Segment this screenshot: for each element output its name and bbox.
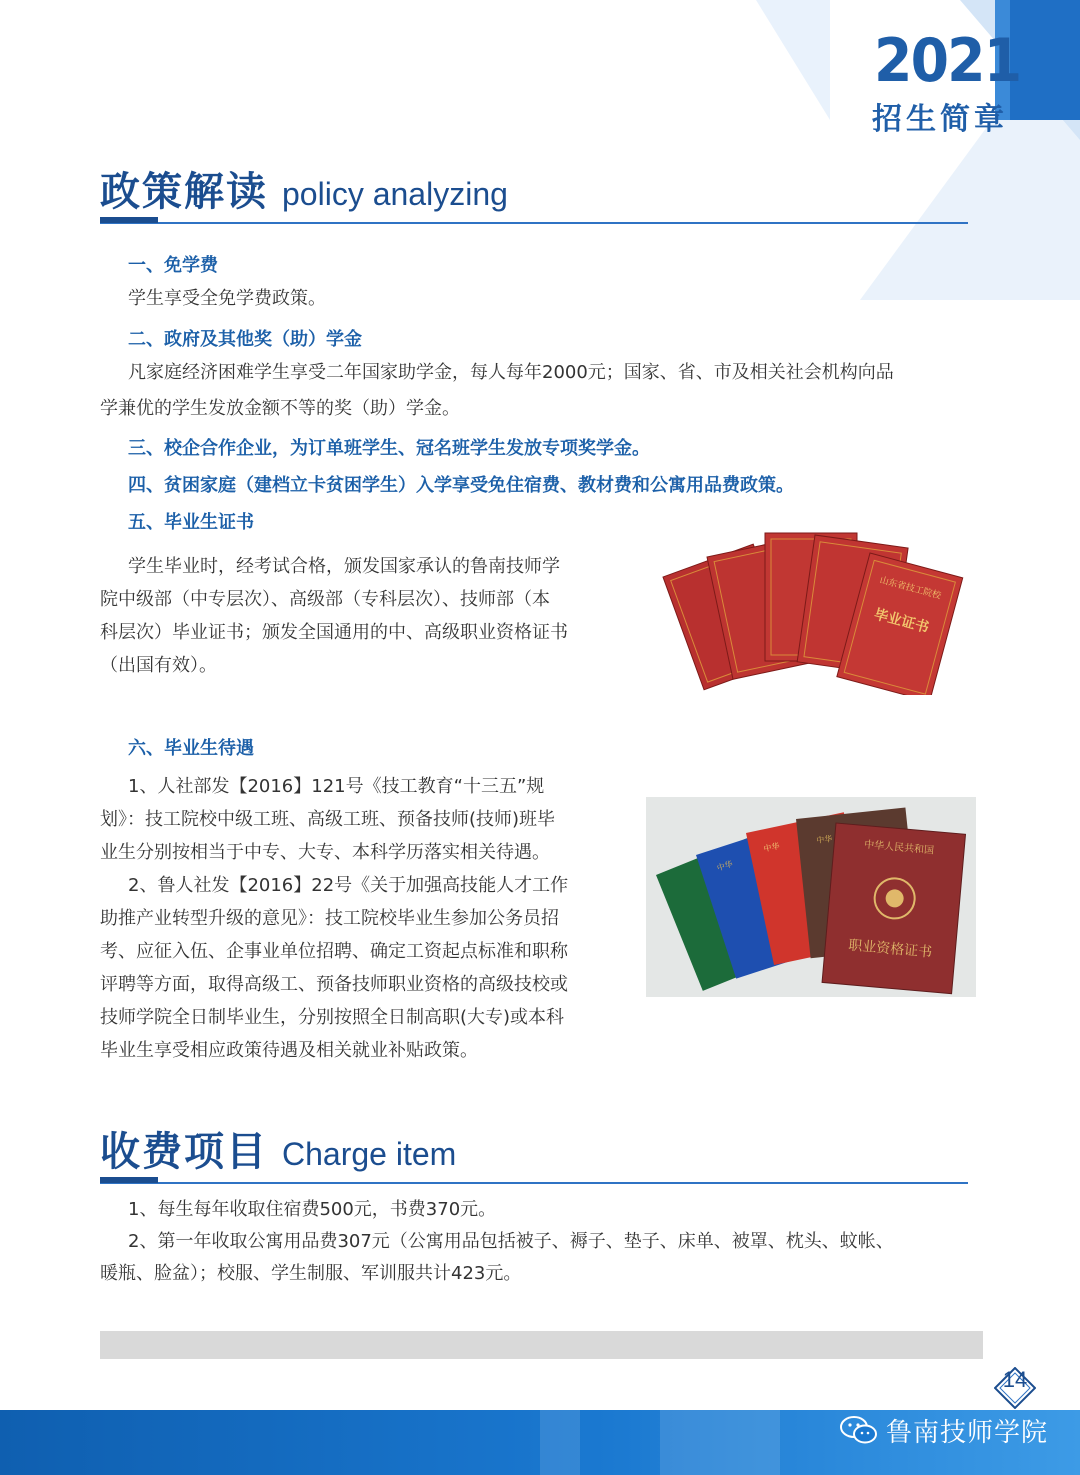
text-line: 划》：技工院校中级工班、高级工班、预备技师(技师)班毕 <box>100 809 556 830</box>
brand-arrow-icon <box>846 96 868 132</box>
policy-section-heading <box>100 160 508 217</box>
charge-line-1: 1、每生每年收取住宿费500元，书费370元。 <box>128 1199 497 1220</box>
text-line: 毕业生享受相应政策待遇及相关就业补贴政策。 <box>100 1040 478 1061</box>
charge-title-en: Charge item <box>282 1136 457 1172</box>
footer-stripe <box>540 1410 580 1475</box>
text-line: 院中级部（中专层次）、高级部（专科层次）、技师部（本 <box>100 589 550 610</box>
heading-poor-family: 四、贫困家庭（建档立卡贫困学生）入学享受免住宿费、教材费和公寓用品费政策。 <box>128 475 794 496</box>
wechat-icon <box>840 1415 878 1445</box>
text-scholarship-2: 学兼优的学生发放金额不等的奖（助）学金。 <box>100 398 460 419</box>
brand-subtitle: 招生简章 <box>872 102 1008 137</box>
footer-stripe <box>660 1410 780 1475</box>
charge-line-3: 暖瓶、脸盆）；校服、学生制服、军训服共计423元。 <box>100 1263 522 1284</box>
text-line: （出国有效）。 <box>100 655 217 676</box>
charge-line-2: 2、第一年收取公寓用品费307元（公寓用品包括被子、褥子、垫子、床单、被罩、枕头、蚊帐、 <box>128 1231 894 1252</box>
heading-scholarship: 二、政府及其他奖（助）学金 <box>128 329 362 350</box>
qualification-cover-text: 职业资格证书 <box>847 937 933 961</box>
card-small-text: 中华 <box>762 841 781 854</box>
page-number-badge <box>994 1367 1036 1409</box>
heading-graduate-treatment: 六、毕业生待遇 <box>128 738 254 759</box>
charge-section-heading <box>100 1120 456 1177</box>
certificate-card <box>822 823 965 994</box>
page-number: 14 <box>1002 1367 1028 1392</box>
text-line: 助推产业转型升级的意见》：技工院校毕业生参加公务员招 <box>100 908 559 929</box>
charge-divider-accent <box>100 1177 158 1183</box>
certificate-cover-text: 毕业证书 <box>872 606 931 637</box>
brand-block <box>860 26 1030 136</box>
text-tuition-free: 学生享受全免学费政策。 <box>128 288 326 309</box>
policy-divider-accent <box>100 217 158 223</box>
wechat-watermark <box>840 1410 1048 1450</box>
text-line: 评聘等方面，取得高级工、预备技师职业资格的高级技校或 <box>100 974 568 995</box>
charge-title-cn: 收费项目 <box>100 1129 268 1175</box>
text-line: 考、应征入伍、企事业单位招聘、确定工资起点标准和职称 <box>100 941 568 962</box>
charge-divider <box>100 1182 968 1184</box>
brand-year: 2021 <box>874 26 1021 96</box>
treatment-paragraph <box>100 770 630 1067</box>
certificate-paragraph <box>100 550 630 682</box>
heading-enterprise-scholarship: 三、校企合作企业，为订单班学生、冠名班学生发放专项奖学金。 <box>128 438 650 459</box>
text-line: 科层次）毕业证书；颁发全国通用的中、高级职业资格证书 <box>100 622 568 643</box>
qualification-header-text: 中华人民共和国 <box>863 839 935 857</box>
policy-title-cn: 政策解读 <box>100 169 268 215</box>
card-small-text: 中华 <box>715 859 734 873</box>
text-line: 2、鲁人社发【2016】22号《关于加强高技能人才工作 <box>128 875 569 896</box>
watermark-text: 鲁南技师学院 <box>886 1417 1049 1448</box>
card-small-text: 中华 <box>815 834 833 845</box>
text-line: 业生分别按相当于中专、大专、本科学历落实相关待遇。 <box>100 842 550 863</box>
certificate-header-text: 山东省技工院校 <box>878 575 942 602</box>
text-line: 学生毕业时，经考试合格，颁发国家承认的鲁南技师学 <box>128 556 560 577</box>
graduation-certificates-photo <box>655 525 975 695</box>
policy-title-en: policy analyzing <box>282 176 508 212</box>
text-line: 1、人社部发【2016】121号《技工教育“十三五”规 <box>128 776 545 797</box>
heading-tuition-free: 一、免学费 <box>128 255 218 276</box>
grey-bar <box>100 1331 983 1359</box>
heading-certificates: 五、毕业生证书 <box>128 512 254 533</box>
text-line: 技师学院全日制毕业生，分别按照全日制高职(大专)或本科 <box>100 1007 565 1028</box>
qualification-certificates-photo <box>646 797 976 997</box>
policy-divider <box>100 222 968 224</box>
text-scholarship-1: 凡家庭经济困难学生享受二年国家助学金，每人每年2000元；国家、省、市及相关社会机构向品 <box>128 362 894 383</box>
